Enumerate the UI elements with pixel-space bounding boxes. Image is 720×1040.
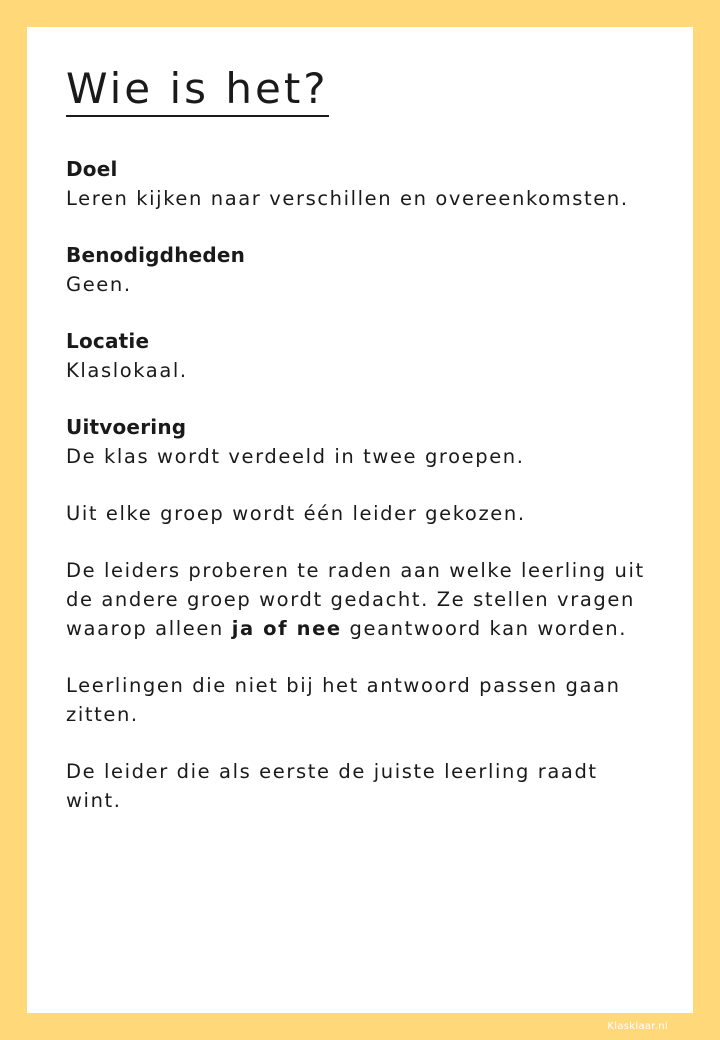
paragraph-line: wint.	[66, 789, 122, 812]
section-text-locatie: Klaslokaal.	[66, 359, 188, 382]
uitvoering-paragraph-2: Uit elke groep wordt één leider gekozen.	[66, 502, 526, 525]
section-heading-uitvoering: Uitvoering	[66, 415, 187, 439]
paragraph-line: de andere groep wordt gedacht. Ze stellen vragen	[66, 588, 635, 611]
section-heading-doel: Doel	[66, 157, 118, 181]
paragraph-line: zitten.	[66, 703, 139, 726]
spacer	[66, 729, 666, 757]
footer-credit: Klasklaar.nl	[607, 1021, 668, 1032]
paragraph-line	[66, 614, 666, 643]
page-title: Wie is het?	[66, 63, 329, 117]
spacer	[66, 471, 666, 499]
spacer	[66, 299, 666, 327]
section-heading-benodigdheden: Benodigdheden	[66, 243, 246, 267]
instruction-card	[27, 27, 693, 1013]
emphasis-ja-of-nee: ja of nee	[231, 617, 342, 640]
uitvoering-paragraph-1: De klas wordt verdeeld in twee groepen.	[66, 445, 525, 468]
card-content	[66, 63, 666, 815]
section-benodigdheden	[66, 241, 666, 299]
section-locatie	[66, 327, 666, 385]
spacer	[66, 643, 666, 671]
paragraph-line: De leider die als eerste de juiste leerling raadt	[66, 760, 598, 783]
paragraph-line: De leiders proberen te raden aan welke leerling uit	[66, 559, 645, 582]
text-segment: waarop alleen	[66, 617, 232, 640]
section-heading-locatie: Locatie	[66, 329, 150, 353]
section-text-benodigdheden: Geen.	[66, 273, 132, 296]
section-doel	[66, 155, 666, 213]
spacer	[66, 528, 666, 556]
spacer	[66, 117, 666, 155]
paragraph-line: Leerlingen die niet bij het antwoord passen gaan	[66, 674, 621, 697]
uitvoering-paragraph-5	[66, 757, 666, 815]
section-text-doel: Leren kijken naar verschillen en overeenkomsten.	[66, 187, 629, 210]
uitvoering-paragraph-3	[66, 556, 666, 643]
text-segment: geantwoord kan worden.	[341, 617, 628, 640]
spacer	[66, 213, 666, 241]
uitvoering-paragraph-4	[66, 671, 666, 729]
spacer	[66, 385, 666, 413]
section-uitvoering	[66, 413, 666, 815]
